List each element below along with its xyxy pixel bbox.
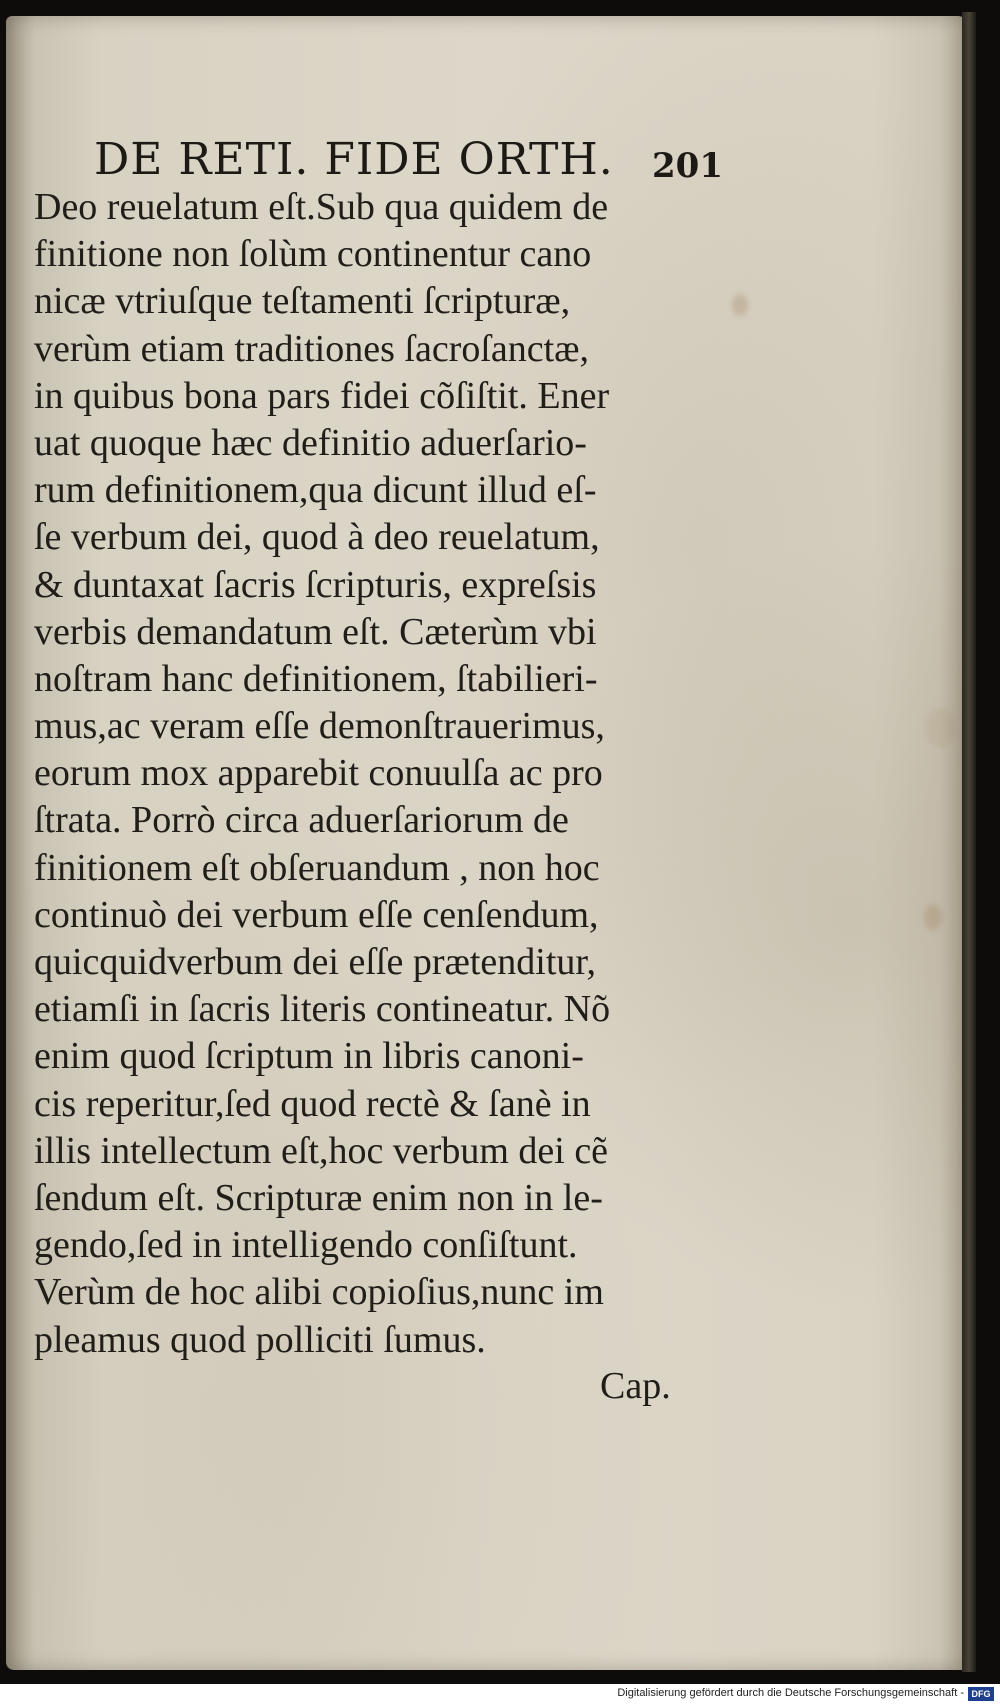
text-line: pleamus quod polliciti ſumus. — [34, 1318, 486, 1361]
text-line: etiamſi in ſacris literis contineatur. Nõ — [34, 988, 611, 1031]
text-line: finitionem eſt obſeruandum , non hoc — [34, 846, 600, 889]
text-line: noſtram hanc definitionem, ſtabilieri- — [34, 657, 598, 700]
text-line: mus,ac veram eſſe demonſtrauerimus, — [34, 705, 605, 748]
text-line: uat quoque hæc definitio aduerſario- — [34, 421, 587, 464]
text-line: continuò dei verbum eſſe cenſendum, — [34, 893, 599, 936]
text-line: nicæ vtriuſque teſtamenti ſcripturæ, — [34, 280, 571, 323]
funding-credit-bar — [0, 1684, 1000, 1704]
text-line: finitione non ſolùm continentur cano — [34, 233, 592, 276]
text-line: Verùm de hoc alibi copioſius,nunc im — [34, 1271, 604, 1314]
catchword: Cap. — [600, 1365, 671, 1407]
page-number: 201 — [652, 146, 723, 186]
text-line: verbis demandatum eſt. Cæterùm vbi — [34, 610, 597, 653]
text-line: gendo,ſed in intelligendo conſiſtunt. — [34, 1224, 578, 1267]
book-page — [6, 16, 968, 1670]
foxing-stain — [732, 294, 748, 316]
foxing-stain — [926, 708, 956, 748]
text-line: enim quod ſcriptum in libris canoni- — [34, 1035, 584, 1078]
text-line: Deo reuelatum eſt.Sub qua quidem de — [34, 186, 609, 228]
text-line: ſtrata. Porrò circa aduerſariorum de — [34, 799, 569, 842]
dfg-logo-icon: DFG — [968, 1687, 994, 1701]
body-text — [34, 184, 714, 1364]
foxing-stain — [924, 904, 942, 930]
text-line: quicquidverbum dei eſſe prætenditur, — [34, 941, 597, 983]
text-line: ſe verbum dei, quod à deo reuelatum, — [34, 516, 600, 559]
text-line: rum definitionem,qua dicunt illud eſ- — [34, 469, 597, 512]
text-line: eorum mox apparebit conuulſa ac pro — [34, 752, 603, 795]
text-line: illis intellectum eſt,hoc verbum dei cẽ — [34, 1129, 609, 1172]
running-head: DE RETI. FIDE ORTH. — [94, 134, 614, 185]
text-line: cis reperitur,ſed quod rectè & ſanè in — [34, 1082, 591, 1125]
text-line: ſendum eſt. Scripturæ enim non in le- — [34, 1176, 603, 1219]
text-line: in quibus bona pars fidei cõſiſtit. Ener — [34, 374, 610, 417]
book-edge — [962, 12, 976, 1672]
text-line: verùm etiam traditiones ſacroſanctæ, — [34, 327, 590, 370]
text-line: & duntaxat ſacris ſcripturis, expreſsis — [34, 563, 597, 606]
funding-credit-text: Digitalisierung gefördert durch die Deutsche Forschungsgemeinschaft - — [617, 1687, 964, 1699]
